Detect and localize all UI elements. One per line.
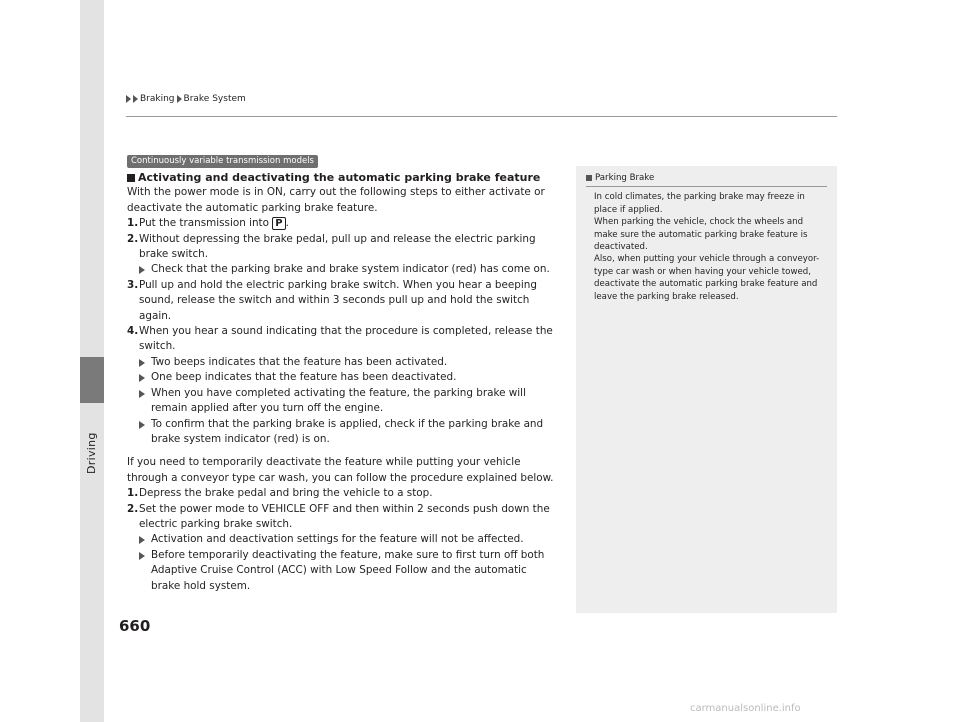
breadcrumb-arrow-icon [126,95,131,103]
step-2-note: Check that the parking brake and brake system indicator (red) has come on. [127,262,559,277]
step-4: 4. When you hear a sound indicating that the procedure is completed, release the switch. [127,325,553,353]
temp-step-2: 2. Set the power mode to VEHICLE OFF and then within 2 seconds push down the electric parking brake switch. [127,502,550,530]
step-3: 3. Pull up and hold the electric parking brake switch. When you hear a beeping sound, release the switch and within 3 seconds pull up and hold the switch again. [127,278,537,322]
arrow-icon [139,548,151,594]
temp-step-2-note: Before temporarily deactivating the feature, make sure to first turn off both Adaptive Cruise Control (ACC) with Low Speed Follow and the automatic brake hold system. [127,548,559,594]
step-4-note: Two beeps indicates that the feature has been activated. [127,355,559,370]
arrow-icon [139,262,151,277]
square-bullet-icon [127,174,135,182]
step-1: 1. Put the transmission into P . [127,217,289,230]
step-2: 2. Without depressing the brake pedal, pull up and release the electric parking brake switch. [127,232,536,261]
temp-step-2-note: Activation and deactivation settings for the feature will not be affected. [127,532,559,547]
sidebar-paragraph: When parking the vehicle, chock the wheels and make sure the automatic parking brake feature is deactivated. [594,217,808,253]
arrow-icon [139,355,151,370]
side-tab [80,0,104,722]
arrow-icon [139,386,151,417]
header-rule [126,116,837,117]
sidebar-title: Parking Brake [586,172,827,187]
breadcrumb [126,94,246,104]
temp-step-1: 1. Depress the brake pedal and bring the vehicle to a stop. [127,487,433,500]
page-number: 660 [119,617,151,635]
side-tab-marker [80,357,104,403]
intro-text: With the power mode is in ON, carry out the following steps to either activate or deactivate the automatic parking brake feature. [127,186,545,214]
step-4-note: When you have completed activating the feature, the parking brake will remain applied after you turn off the engine. [127,386,559,417]
breadcrumb-brake-system[interactable]: Brake System [183,94,246,104]
park-key-icon: P [272,217,285,230]
watermark: carmanualsonline.info [690,703,801,714]
section-heading: Activating and deactivating the automatic parking brake feature [127,170,559,185]
arrow-icon [139,370,151,385]
sidebar-paragraph: Also, when putting your vehicle through a conveyor-type car wash or when having your vehicle towed, deactivate the automatic parking brake feature and leave the parking brake released. [594,254,820,302]
sidebar-note [576,166,837,613]
step-4-note: One beep indicates that the feature has been deactivated. [127,370,559,385]
arrow-icon [139,532,151,547]
temporary-intro: If you need to temporarily deactivate the feature while putting your vehicle through a conveyor type car wash, you can follow the procedure explained below. [127,456,554,484]
sidebar-paragraph: In cold climates, the parking brake may freeze in place if applied. [594,192,805,215]
breadcrumb-braking[interactable]: Braking [140,94,175,104]
sidebar-body [586,191,827,303]
breadcrumb-arrow-icon [177,95,182,103]
step-4-note: To confirm that the parking brake is applied, check if the parking brake and brake system indicator (red) is on. [127,417,559,448]
main-content [127,170,559,594]
note-icon [586,175,592,181]
breadcrumb-arrow-icon [133,95,138,103]
arrow-icon [139,417,151,448]
model-badge: Continuously variable transmission models [127,155,318,168]
section-label: Driving [85,432,98,474]
